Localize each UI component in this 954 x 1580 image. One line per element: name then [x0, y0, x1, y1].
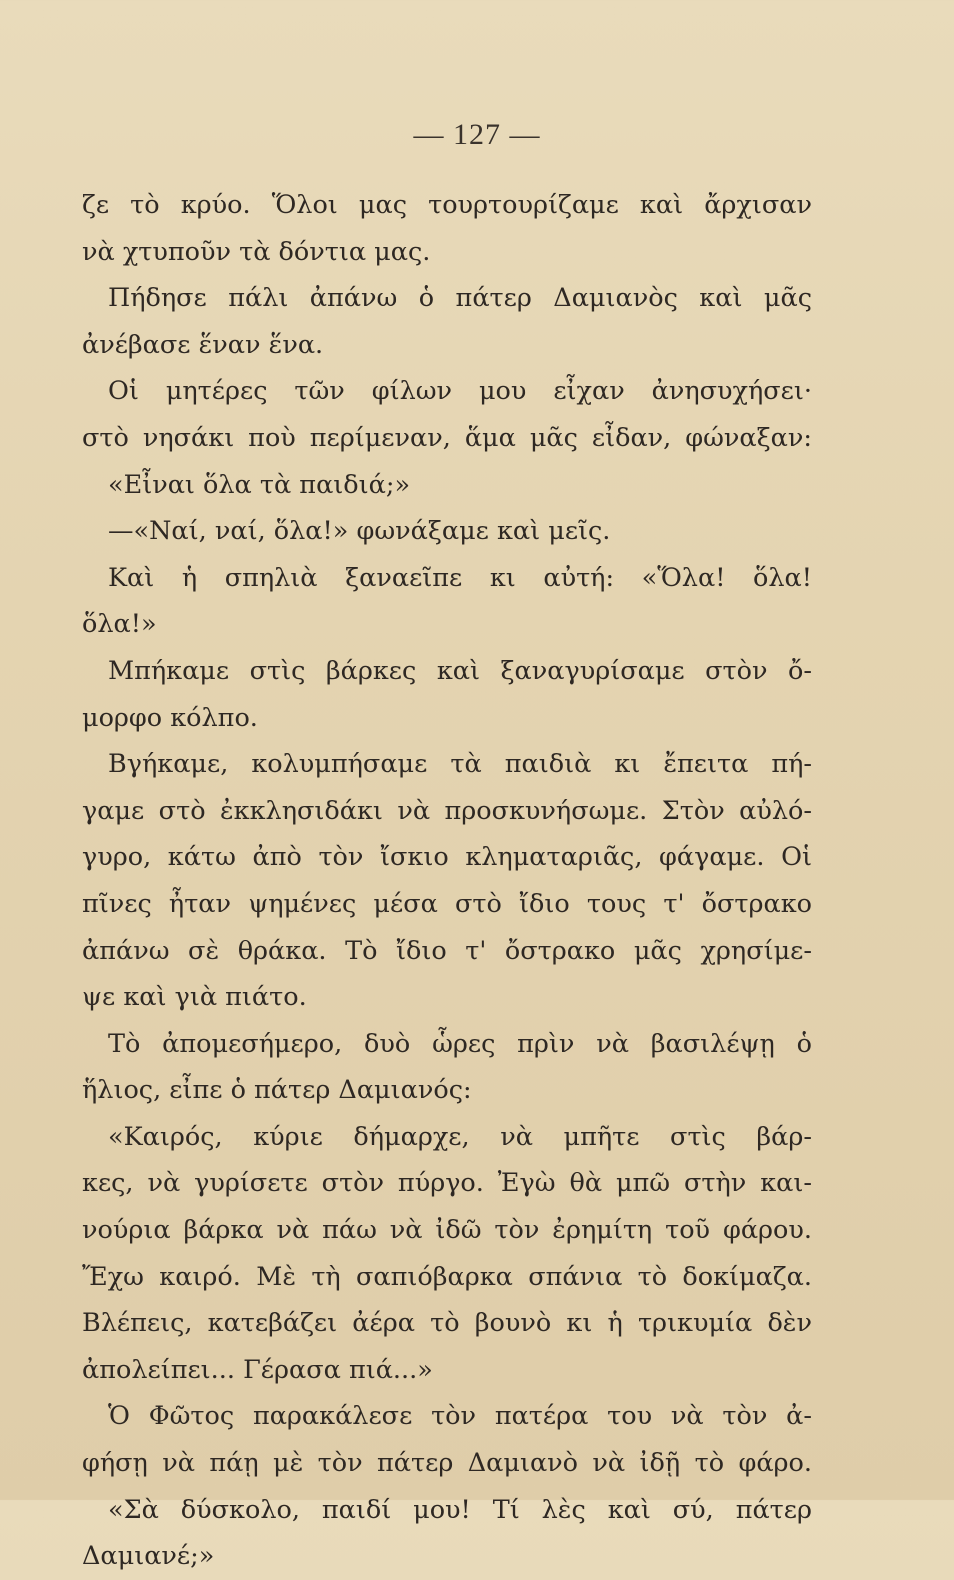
text-line: νὰ χτυποῦν τὰ δόντια μας. — [82, 236, 431, 267]
text-line: «Εἶναι ὅλα τὰ παιδιά;» — [108, 469, 411, 500]
text-line: «Σὰ δύσκολο, παιδί μου! Τί λὲς καὶ σύ, πάτερ — [108, 1494, 812, 1525]
text-line: Καὶ ἡ σπηλιὰ ξαναεῖπε κι αὐτή: «Ὅλα! ὅλα! — [108, 562, 812, 593]
text-line: Βγήκαμε, κολυμπήσαμε τὰ παιδιὰ κι ἔπειτα πή- — [108, 749, 812, 780]
text-line: πῖνες ἦταν ψημένες μέσα στὸ ἴδιο τους τ' ὄστρακο — [82, 888, 812, 919]
text-line: μορφο κόλπο. — [82, 702, 258, 733]
text-line: Ἔχω καιρό. Μὲ τὴ σαπιόβαρκα σπάνια τὸ δοκίμαζα. — [82, 1261, 812, 1292]
text-line: Ὁ Φῶτος παρακάλεσε τὸν πατέρα του νὰ τὸν ἀ- — [108, 1401, 812, 1432]
text-line: ἥλιος, εἶπε ὁ πάτερ Δαμιανός: — [82, 1075, 472, 1106]
text-line: γυρο, κάτω ἀπὸ τὸν ἴσκιο κληματαριᾶς, φάγαμε. Οἱ — [82, 842, 812, 873]
text-line: ἀπάνω σὲ θράκα. Τὸ ἴδιο τ' ὄστρακο μᾶς χρησίμε- — [82, 935, 812, 966]
text-line: ἀπολείπει... Γέρασα πιά...» — [82, 1354, 433, 1385]
text-line: —«Ναί, ναί, ὅλα!» φωνάξαμε καὶ μεῖς. — [108, 516, 611, 547]
text-line: Πήδησε πάλι ἀπάνω ὁ πάτερ Δαμιανὸς καὶ μᾶς — [108, 283, 812, 314]
text-line: ψε καὶ γιὰ πιάτο. — [82, 982, 307, 1013]
text-line: Τὸ ἀπομεσήμερο, δυὸ ὧρες πρὶν νὰ βασιλέψῃ ὁ — [108, 1028, 812, 1059]
text-line: ζε τὸ κρύο. Ὅλοι μας τουρτουρίζαμε καὶ ἄρχισαν — [82, 190, 812, 220]
text-line: «Καιρός, κύριε δήμαρχε, νὰ μπῆτε στὶς βάρ- — [108, 1121, 812, 1152]
text-line: Βλέπεις, κατεβάζει ἀέρα τὸ βουνὸ κι ἡ τρικυμία δὲν — [82, 1308, 812, 1339]
text-line: κες, νὰ γυρίσετε στὸν πύργο. Ἐγὼ θὰ μπῶ στὴν και- — [82, 1168, 812, 1199]
text-line: Οἱ μητέρες τῶν φίλων μου εἶχαν ἀνησυχήσει· — [108, 376, 812, 407]
text-line: νούρια βάρκα νὰ πάω νὰ ἰδῶ τὸν ἐρημίτη τοῦ φάρου. — [82, 1215, 812, 1246]
text-line: στὸ νησάκι ποὺ περίμεναν, ἅμα μᾶς εἶδαν, φώναξαν: — [82, 422, 812, 453]
text-line: Μπήκαμε στὶς βάρκες καὶ ξαναγυρίσαμε στὸν ὄ- — [108, 655, 812, 686]
text-line: Δαμιανέ;» — [82, 1541, 215, 1572]
text-line: φήσῃ νὰ πάῃ μὲ τὸν πάτερ Δαμιανὸ νὰ ἰδῇ τὸ φάρο. — [82, 1448, 812, 1479]
text-line: ἀνέβασε ἕναν ἕνα. — [82, 329, 324, 360]
page-number: — 127 — — [413, 118, 541, 151]
text-line: ὅλα!» — [82, 609, 157, 640]
text-line: γαμε στὸ ἐκκλησιδάκι νὰ προσκυνήσωμε. Στὸν αὐλό- — [82, 795, 812, 826]
body-text — [82, 182, 812, 1580]
